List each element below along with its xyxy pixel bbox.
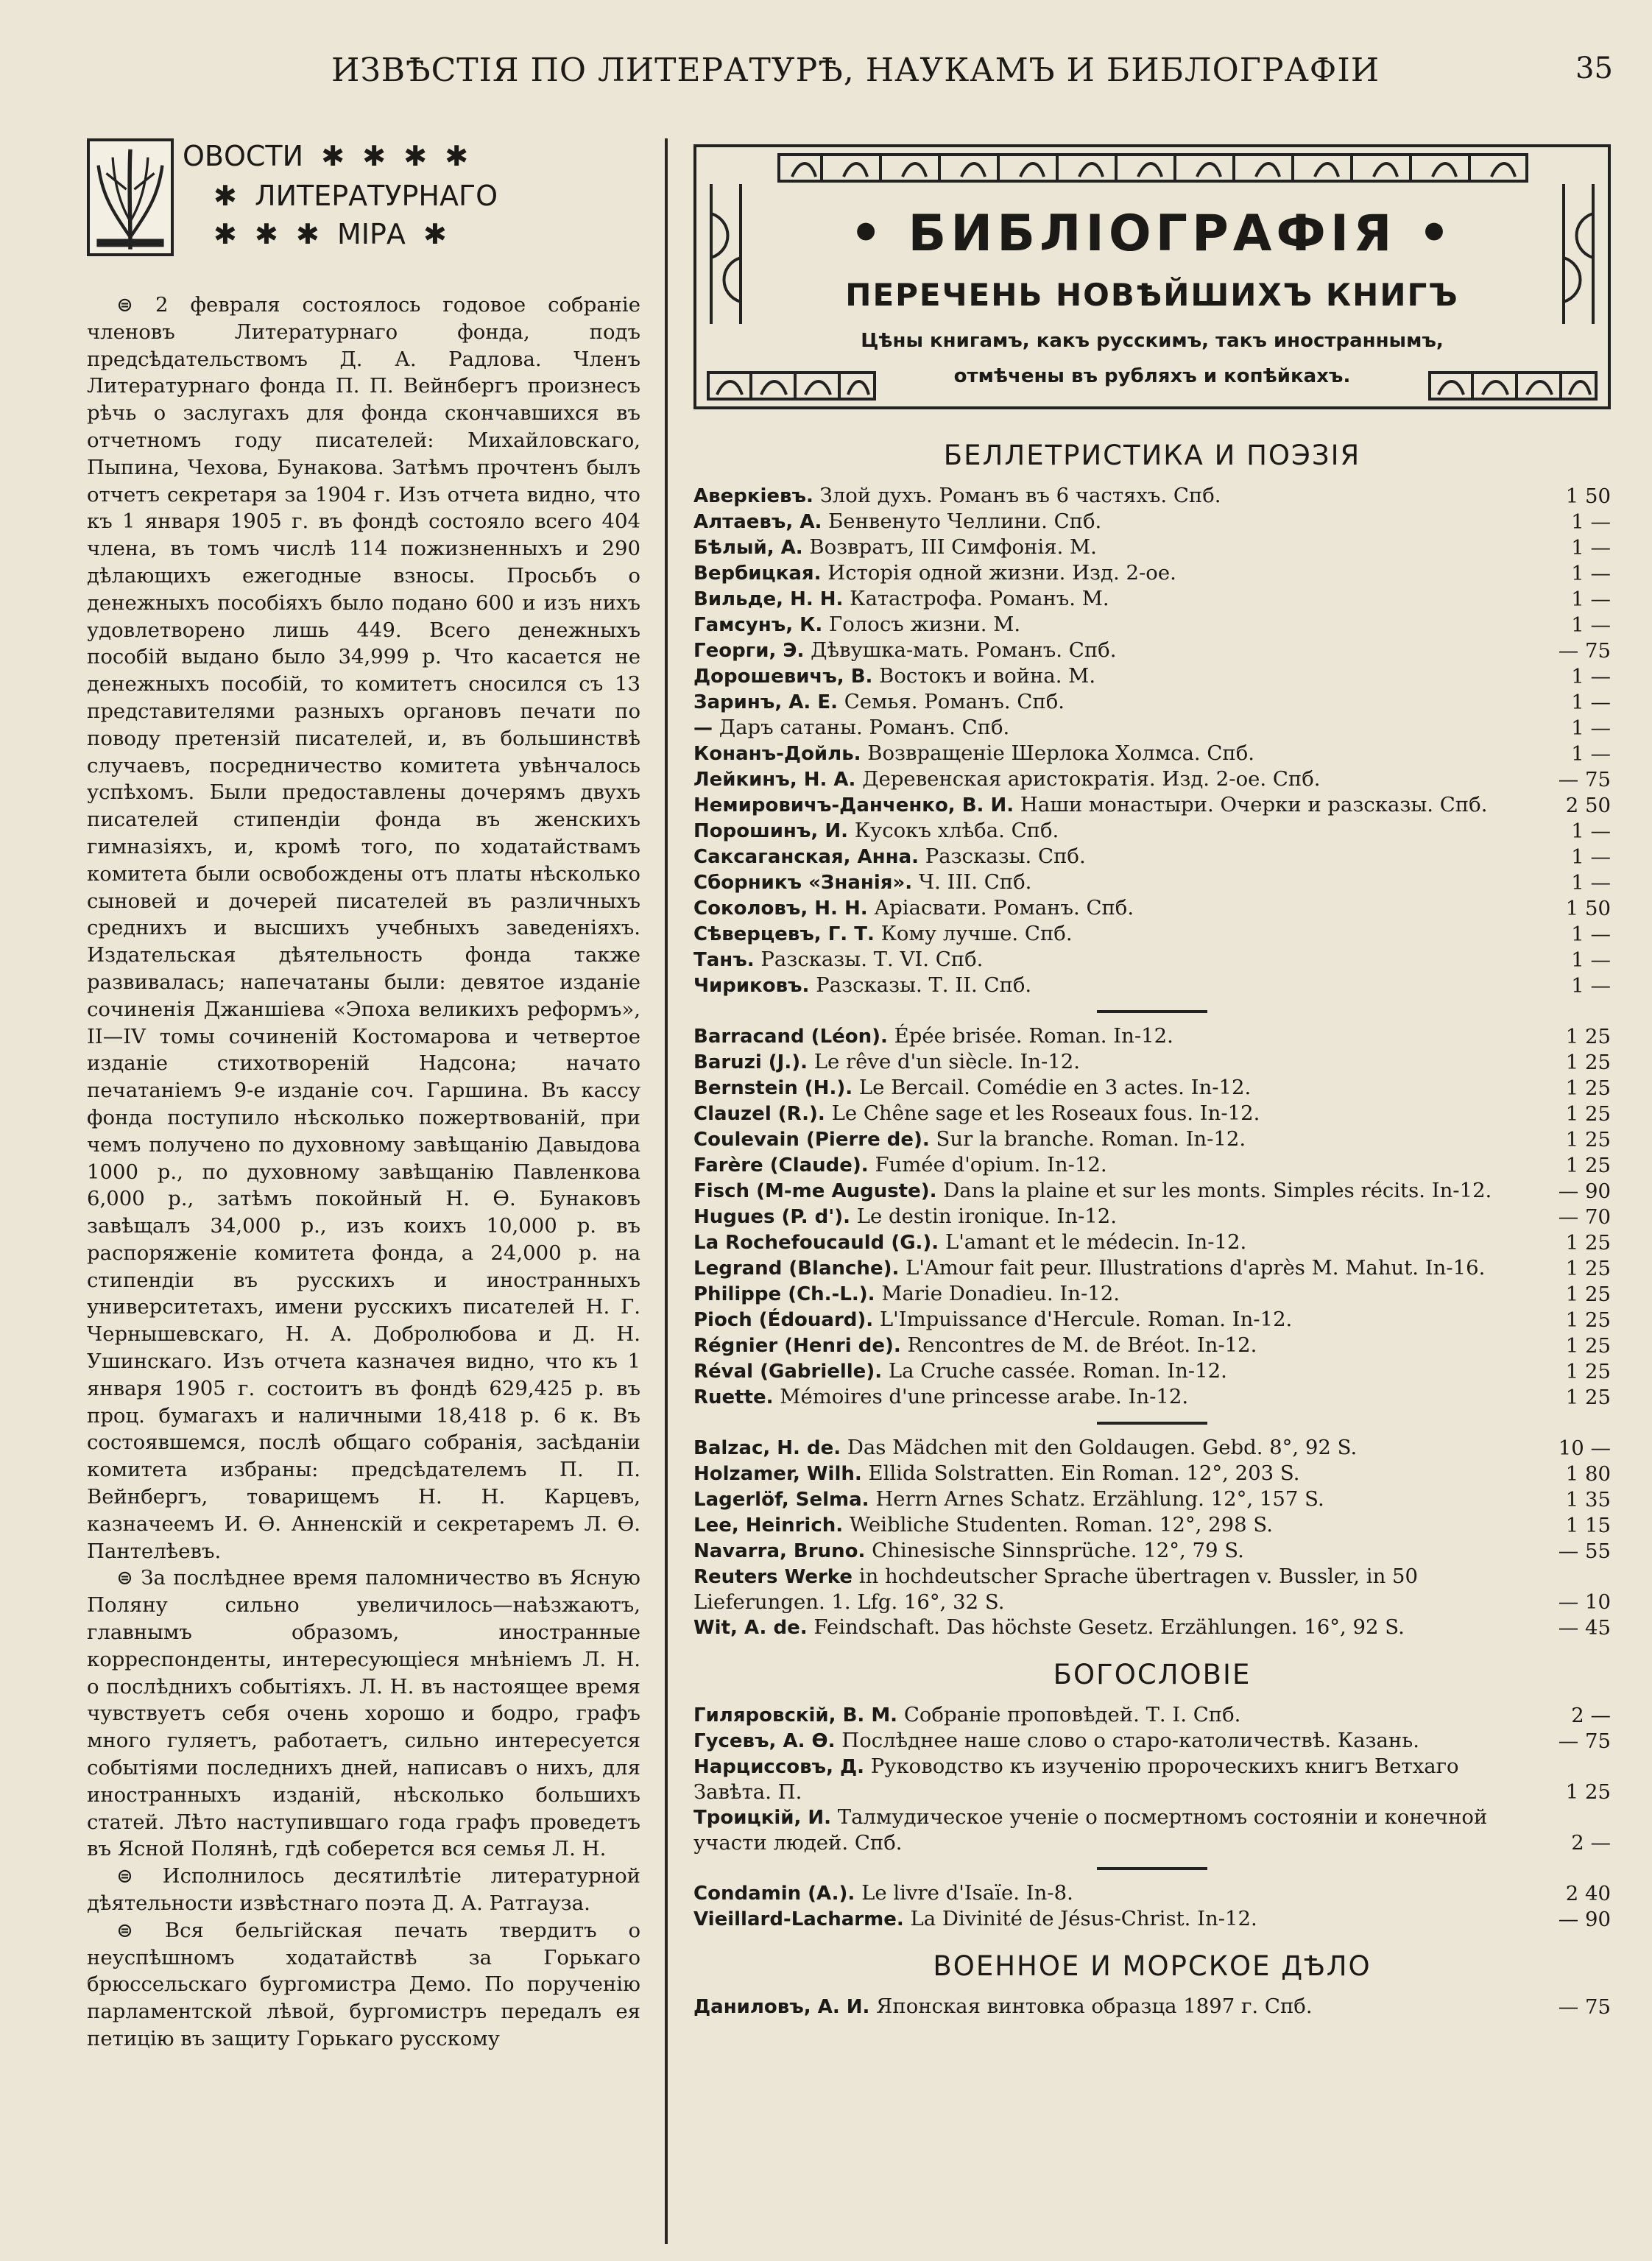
book-title: Бенвенуто Челлини. Спб. [828, 509, 1102, 533]
book-author: Vieillard-Lacharme. [693, 1908, 904, 1930]
book-price: 1 35 [1565, 1488, 1611, 1512]
page-number: 35 [1575, 52, 1613, 85]
book-author: Заринъ, А. Е. [693, 691, 838, 713]
book-price: — 45 [1558, 1616, 1611, 1640]
book-entry [693, 1702, 1611, 1728]
book-entry [693, 1512, 1611, 1538]
book-entry [693, 1049, 1611, 1075]
bibliography-subtitle: ПЕРЕЧЕНЬ НОВѢЙШИХЪ КНИГЪ [845, 277, 1459, 313]
book-author: Георги, Э. [693, 640, 805, 662]
book-entry [693, 1204, 1611, 1230]
book-entry [693, 1384, 1611, 1410]
book-price: 2 50 [1565, 794, 1611, 817]
book-entry [693, 1994, 1611, 2020]
book-entry [693, 1281, 1611, 1307]
group-separator [1097, 1867, 1207, 1870]
book-author: Balzac, H. de. [693, 1437, 841, 1459]
book-price: — 70 [1558, 1205, 1611, 1229]
book-title: Le destin ironique. In-12. [856, 1204, 1117, 1228]
book-entry [693, 1126, 1611, 1152]
book-title: Собраніе проповѣдей. Т. I. Спб. [903, 1703, 1241, 1726]
book-entry [693, 792, 1611, 818]
book-author: Троицкій, И. [693, 1807, 832, 1829]
book-author: Bernstein (H.). [693, 1077, 853, 1099]
book-author: Fisch (M-me Auguste). [693, 1180, 937, 1202]
book-title: in hochdeutscher Sprache übertragen v. Bussler, in 50 Lieferungen. 1. Lfg. 16°, 32 S. [693, 1565, 1419, 1614]
book-entry [693, 1075, 1611, 1101]
book-author: Гиляровскій, В. М. [693, 1704, 898, 1726]
book-price: 1 25 [1565, 1386, 1611, 1409]
book-author: Condamin (A.). [693, 1883, 855, 1905]
book-entry [693, 1538, 1611, 1564]
book-price: 1 25 [1565, 1780, 1611, 1804]
book-author: Саксаганская, Анна. [693, 846, 919, 868]
book-entry [693, 766, 1611, 792]
book-entry [693, 509, 1611, 535]
book-title: Le rêve d'un siècle. In-12. [813, 1050, 1081, 1073]
book-price: 1 — [1571, 588, 1611, 611]
book-title: Руководство къ изученію пророческихъ книгъ Ветхаго Завѣта. П. [693, 1754, 1459, 1804]
news-text [87, 292, 640, 2053]
art-nouveau-frieze-icon [707, 371, 876, 401]
book-author: La Rochefoucauld (G.). [693, 1232, 939, 1254]
book-entry [693, 973, 1611, 998]
book-title: Dans la plaine et sur les monts. Simples récits. In-12. [943, 1179, 1492, 1202]
book-entry [693, 1435, 1611, 1461]
book-price: — 75 [1558, 639, 1611, 663]
book-entry [693, 1754, 1611, 1805]
book-title: Weibliche Studenten. Roman. 12°, 298 S. [849, 1513, 1273, 1537]
book-title: Катастрофа. Романъ. М. [850, 587, 1109, 610]
book-author: Reuters Werke [693, 1566, 853, 1588]
book-author: Вербицкая. [693, 562, 822, 585]
book-entry [693, 1255, 1611, 1281]
book-author: Navarra, Bruno. [693, 1540, 866, 1562]
book-title: L'Impuissance d'Hercule. Roman. In-12. [879, 1308, 1293, 1331]
book-price: 1 — [1571, 536, 1611, 560]
book-price: — 75 [1558, 768, 1611, 791]
book-title: Наши монастыри. Очерки и разсказы. Спб. [1020, 793, 1488, 816]
news-paragraph: ⊜ Вся бельгійская печать твердитъ о неуспѣшномъ ходатайствѣ за Горькаго брюссельскаго бургомистра Демо. По порученію парламентской лѣвой, бургомистръ передалъ ея петицію въ защиту Горькаго русскому [87, 1918, 640, 2050]
news-section-heading [87, 138, 639, 264]
book-author: Бѣлый, А. [693, 537, 803, 559]
book-entry [693, 663, 1611, 689]
book-entry [693, 1333, 1611, 1358]
book-title: Chinesische Sinnsprüche. 12°, 79 S. [872, 1539, 1244, 1562]
book-price: 1 25 [1565, 1051, 1611, 1074]
book-entry [693, 1230, 1611, 1255]
book-entry [693, 638, 1611, 663]
book-entry [693, 1307, 1611, 1333]
book-price: — 55 [1558, 1539, 1611, 1563]
book-entry [693, 1178, 1611, 1204]
book-price: 1 — [1571, 819, 1611, 843]
book-price: 1 25 [1565, 1360, 1611, 1383]
book-title: Кому лучше. Спб. [880, 922, 1073, 945]
book-price: 1 25 [1565, 1308, 1611, 1332]
book-price: — 75 [1558, 1729, 1611, 1753]
book-author: Нарциссовъ, Д. [693, 1756, 865, 1778]
book-title: Rencontres de M. de Bréot. In-12. [907, 1333, 1257, 1357]
book-author: Baruzi (J.). [693, 1051, 808, 1073]
book-price: 1 25 [1565, 1128, 1611, 1151]
page-header-title: ИЗВѢСТІЯ ПО ЛИТЕРАТУРѢ, НАУКАМЪ И БИБЛОГРАФІИ [331, 52, 1380, 89]
book-title: Разсказы. Спб. [925, 844, 1086, 868]
book-entry [693, 483, 1611, 509]
book-entry [693, 612, 1611, 638]
book-author: Гамсунъ, К. [693, 614, 823, 636]
news-paragraph: ⊜ Исполнилось десятилѣтіе литературной дѣятельности извѣстнаго поэта Д. А. Ратгауза. [87, 1864, 640, 1916]
book-author: Сѣверцевъ, Г. Т. [693, 923, 875, 945]
book-title: Аріасвати. Романъ. Спб. [874, 896, 1134, 920]
book-title: Востокъ и война. М. [879, 664, 1096, 688]
book-entry [693, 1358, 1611, 1384]
book-author: Clauzel (R.). [693, 1103, 825, 1125]
book-title: Le Bercail. Comédie en 3 actes. In-12. [858, 1076, 1252, 1099]
book-price: — 75 [1558, 1995, 1611, 2019]
book-author: Алтаевъ, А. [693, 511, 822, 533]
book-author: Танъ. [693, 949, 755, 971]
book-entry [693, 1461, 1611, 1486]
book-title: Исторія одной жизни. Изд. 2-ое. [827, 561, 1176, 585]
book-entry [693, 947, 1611, 973]
book-entry [693, 1906, 1611, 1932]
book-title: Возвращеніе Шерлока Холмса. Спб. [867, 741, 1255, 765]
book-price: 10 — [1558, 1436, 1611, 1460]
bibliography-note-line-1: Цѣны книгамъ, какъ русскимъ, такъ иностраннымъ, [861, 330, 1444, 352]
book-price: 1 — [1571, 691, 1611, 714]
book-entry [693, 818, 1611, 844]
book-price: 1 25 [1565, 1154, 1611, 1177]
book-author: Чириковъ. [693, 975, 810, 997]
book-price: 1 25 [1565, 1334, 1611, 1358]
book-entry [693, 1564, 1611, 1615]
book-author: Аверкіевъ. [693, 485, 813, 507]
book-entry [693, 1486, 1611, 1512]
book-price: 1 25 [1565, 1102, 1611, 1126]
book-title: L'Amour fait peur. Illustrations d'après M. Mahut. In-16. [906, 1256, 1486, 1280]
book-author: Wit, A. de. [693, 1617, 808, 1639]
book-title: Голосъ жизни. М. [829, 613, 1021, 636]
book-author: Lee, Heinrich. [693, 1514, 844, 1537]
book-title: Злой духъ. Романъ въ 6 частяхъ. Спб. [819, 484, 1221, 507]
book-title: Mémoires d'une princesse arabe. In-12. [780, 1385, 1189, 1408]
book-author: Немировичъ-Данченко, В. И. [693, 794, 1014, 816]
book-price: — 90 [1558, 1908, 1611, 1931]
book-author: Philippe (Ch.-L.). [693, 1283, 875, 1305]
book-price: 1 15 [1565, 1514, 1611, 1537]
bibliography-title: • БИБЛІОГРАФІЯ • [850, 205, 1455, 263]
book-author: Holzamer, Wilh. [693, 1463, 862, 1485]
book-title: Das Mädchen mit den Goldaugen. Gebd. 8°, 92 S. [847, 1436, 1358, 1459]
book-price: 1 50 [1565, 897, 1611, 920]
book-price: 1 25 [1565, 1257, 1611, 1280]
book-price: — 10 [1558, 1590, 1611, 1614]
book-title: Разсказы. Т. II. Спб. [816, 973, 1032, 997]
section-heading: ВОЕННОЕ И МОРСКОЕ ДѢЛО [933, 1950, 1372, 1982]
book-title: Японская винтовка образца 1897 г. Спб. [876, 1994, 1313, 2018]
section-gap [693, 1932, 1611, 1945]
book-price: 1 — [1571, 974, 1611, 998]
book-entry [693, 1728, 1611, 1754]
book-entry [693, 844, 1611, 870]
book-price: 1 — [1571, 948, 1611, 972]
book-entry [693, 1805, 1611, 1855]
group-separator [1097, 1422, 1207, 1425]
book-author: Hugues (P. d'). [693, 1206, 850, 1228]
book-title: Семья. Романъ. Спб. [844, 690, 1065, 713]
book-entry [693, 1023, 1611, 1049]
book-author: Legrand (Blanche). [693, 1258, 900, 1280]
book-entry [693, 1880, 1611, 1906]
book-author: Régnier (Henri de). [693, 1335, 901, 1357]
book-price: 1 — [1571, 845, 1611, 869]
book-entry [693, 1101, 1611, 1126]
book-author: Réval (Gabrielle). [693, 1361, 883, 1383]
book-entry [693, 921, 1611, 947]
book-entry [693, 1615, 1611, 1640]
news-heading-line-1: ОВОСТИ ✱ ✱ ✱ ✱ [183, 140, 469, 172]
book-title: Fumée d'opium. In-12. [875, 1153, 1107, 1177]
section-heading: БОГОСЛОВІЕ [1053, 1659, 1252, 1690]
book-author: Pioch (Édouard). [693, 1309, 874, 1331]
book-author: Ruette. [693, 1386, 774, 1408]
book-author: Barracand (Léon). [693, 1026, 888, 1048]
book-title: Ellida Solstratten. Ein Roman. 12°, 203 S. [868, 1461, 1300, 1485]
book-author: Лейкинъ, Н. А. [693, 769, 856, 791]
bibliography-header-box [693, 144, 1611, 409]
book-price: 1 50 [1565, 484, 1611, 508]
book-price: 1 — [1571, 923, 1611, 946]
book-entry [693, 715, 1611, 741]
book-price: 1 80 [1565, 1462, 1611, 1486]
bibliography-note-line-2: отмѣчены въ рубляхъ и копѣйкахъ. [953, 365, 1351, 387]
book-author: Соколовъ, Н. Н. [693, 897, 868, 920]
group-separator [1097, 1010, 1207, 1013]
book-price: 2 — [1571, 1831, 1611, 1855]
book-price: — 90 [1558, 1179, 1611, 1203]
book-author: Farère (Claude). [693, 1154, 869, 1177]
book-price: 1 — [1571, 613, 1611, 637]
book-title: Деревенская аристократія. Изд. 2-ое. Спб. [862, 767, 1321, 791]
book-price: 1 25 [1565, 1076, 1611, 1100]
book-title: Дѣвушка-мать. Романъ. Спб. [811, 638, 1117, 662]
book-author: Порошинъ, И. [693, 820, 848, 842]
book-title: Herrn Arnes Schatz. Erzählung. 12°, 157 S. [875, 1487, 1324, 1511]
book-entry [693, 870, 1611, 895]
book-entry [693, 560, 1611, 586]
book-title: Feindschaft. Das höchste Gesetz. Erzählungen. 16°, 92 S. [813, 1615, 1405, 1639]
book-author: Дорошевичъ, В. [693, 666, 873, 688]
section-gap [693, 1640, 1611, 1654]
news-heading-line-2: ✱ ЛИТЕРАТУРНАГО [213, 180, 498, 212]
news-paragraph: ⊜ За послѣднее время паломничество въ Ясную Поляну сильно увеличилось—наѣзжаютъ, главнымъ образомъ, иностранные корреспонденты, интересующіеся мнѣніемъ Л. Н. о послѣднихъ событіяхъ. Л. Н. въ настоящее время чувствуетъ себя очень хорошо и бодро, графъ много гуляетъ, работаетъ, сильно интересуется событіями последнихъ дней, написавъ о нихъ, для иностранныхъ изданій, нѣсколько большихъ статей. Лѣто наступившаго года графъ проведетъ въ Ясной Полянѣ, гдѣ соберется вся семья Л. Н. [87, 1566, 640, 1861]
book-title: Le Chêne sage et les Roseaux fous. In-12. [831, 1101, 1260, 1125]
book-author: Lagerlöf, Selma. [693, 1489, 869, 1511]
book-entry [693, 1152, 1611, 1178]
book-author: Конанъ-Дойль. [693, 743, 861, 765]
book-title: Возвратъ, III Симфонія. М. [809, 535, 1097, 559]
book-price: 2 40 [1565, 1882, 1611, 1905]
book-author: Вильде, Н. Н. [693, 588, 844, 610]
book-price: 2 — [1571, 1704, 1611, 1727]
art-nouveau-frieze-icon [777, 152, 1528, 184]
book-entry [693, 689, 1611, 715]
book-entry [693, 895, 1611, 921]
art-nouveau-frieze-icon [1428, 371, 1598, 401]
news-paragraph: ⊜ 2 февраля состоялось годовое собраніе членовъ Литературнаго фонда, подъ предсѣдательствомъ Д. А. Радлова. Членъ Литературнаго фонда П. П. Вейнбергъ произнесъ рѣчь о заслугахъ для фонда скончавшихся въ отчетномъ году писателей: Михайловскаго, Пыпина, Чехова, Бунакова. Затѣмъ прочтенъ былъ отчетъ секретаря за 1904 г. Изъ отчета видно, что къ 1 января 1905 г. въ фондѣ состояло всего 404 члена, въ томъ числѣ 114 пожизненныхъ и 290 дѣлающихъ ежегодные взносы. Просьбъ о денежныхъ пособіяхъ было подано 600 и изъ нихъ удовлетворено лишь 449. Всего денежныхъ пособій выдано было 34,999 р. Что касается не денежныхъ пособій, то комитетъ сносился съ 13 представителями разныхъ органовъ печати по поводу претензій писателей, и, въ большинствѣ случаевъ, посредничество комитета увѣнчалось успѣхомъ. Были предоставлены дочерямъ двухъ писателей стипендіи фонда въ женскихъ гимназіяхъ, и, кромѣ того, по ходатайствамъ комитета были освобождены отъ платы нѣсколько сыновей и дочерей писателей въ различныхъ среднихъ и высшихъ учебныхъ заведеніяхъ. Издательская дѣятельность фонда также развивалась; напечатаны были: девятое изданіе сочиненія Джаншіева «Эпоха великихъ реформъ», II—IV томы сочиненій Костомарова и четвертое изданіе стихотвореній Надсона; начато печатаніемъ 9-е изданіе соч. Гаршина. Въ кассу фонда поступило нѣсколько пожертвованій, при чемъ получено по духовному завѣщанію Давыдова 1000 р., по духовному завѣщанію Павленкова 6,000 р., затѣмъ покойный Н. Ѳ. Бунаковъ завѣщалъ 34,000 р., изъ коихъ 10,000 р. въ распоряженіе комитета фонда, а 24,000 р. на стипендіи въ русскихъ и иностранныхъ университетахъ, имени русскихъ писателей Н. Г. Чернышевскаго, Н. А. Добролюбова и Д. Н. Ушинскаго. Изъ отчета казначея видно, что къ 1 января 1905 г. состоитъ въ фондѣ 629,425 р. въ проц. бумагахъ и наличными 18,418 р. 6 к. Въ состоявшемся, послѣ общаго собранія, засѣданіи комитета избраны: предсѣдателемъ П. П. Вейнбергъ, товарищемъ Н. Н. Карцевъ, казначеемъ И. Ѳ. Анненскій и секретаремъ Л. Ѳ. Пантелѣевъ. [87, 293, 640, 1563]
book-author: — [693, 717, 713, 739]
book-title: Le livre d'Isaïe. In-8. [861, 1881, 1073, 1905]
book-author: Даниловъ, А. И. [693, 1996, 870, 2018]
book-title: Разсказы. Т. VI. Спб. [760, 948, 984, 971]
book-title: Marie Donadieu. In-12. [881, 1282, 1120, 1305]
book-price: 1 — [1571, 510, 1611, 534]
book-title: Ч. III. Спб. [918, 870, 1032, 894]
news-heading-line-3: ✱ ✱ ✱ МІРА ✱ [213, 218, 447, 250]
book-title: Послѣднее наше слово о старо-католичествѣ. Казань. [841, 1729, 1419, 1752]
book-entry [693, 535, 1611, 560]
book-title: L'amant et le médecin. In-12. [945, 1230, 1247, 1254]
book-entry [693, 586, 1611, 612]
book-author: Сборникъ «Знанія». [693, 872, 913, 894]
book-title: La Divinité de Jésus-Christ. In-12. [910, 1907, 1257, 1930]
book-price: 1 — [1571, 562, 1611, 585]
book-title: Sur la branche. Roman. In-12. [936, 1127, 1246, 1151]
book-price: 1 25 [1565, 1025, 1611, 1048]
book-price: 1 — [1571, 742, 1611, 766]
book-title: Даръ сатаны. Романъ. Спб. [719, 716, 1010, 739]
book-price: 1 — [1571, 871, 1611, 895]
book-title: La Cruche cassée. Roman. In-12. [888, 1359, 1227, 1383]
book-price: 1 25 [1565, 1231, 1611, 1255]
book-entry [693, 741, 1611, 766]
column-divider [665, 138, 668, 2244]
book-author: Гусевъ, А. Ѳ. [693, 1730, 836, 1752]
book-price: 1 — [1571, 665, 1611, 688]
book-price: 1 25 [1565, 1283, 1611, 1306]
book-price: 1 — [1571, 716, 1611, 740]
book-title: Талмудическое ученіе о посмертномъ состояніи и конечной участи людей. Спб. [693, 1805, 1488, 1855]
book-title: Épée brisée. Roman. In-12. [894, 1024, 1173, 1048]
book-title: Кусокъ хлѣба. Спб. [854, 819, 1059, 842]
plant-ornament-icon [87, 138, 174, 256]
running-header [0, 52, 1652, 110]
bibliography-list [693, 434, 1611, 2020]
section-heading: БЕЛЛЕТРИСТИКА И ПОЭЗІЯ [943, 440, 1361, 471]
book-author: Coulevain (Pierre de). [693, 1129, 930, 1151]
